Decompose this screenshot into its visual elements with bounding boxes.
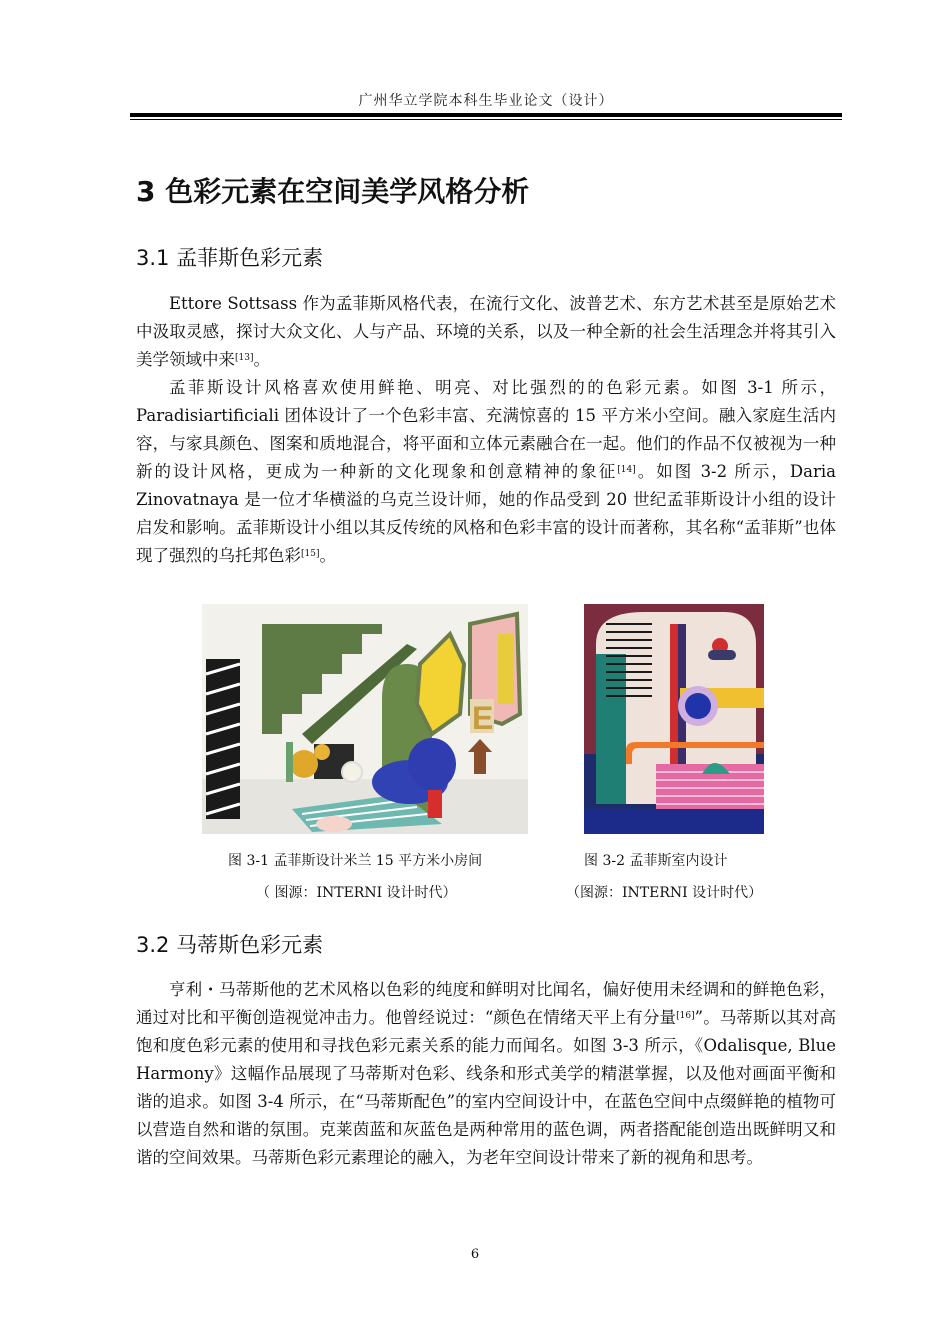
citation-16: [16] [676, 1011, 695, 1021]
figure-3-1-caption: 图 3-1 孟菲斯设计米兰 15 平方米小房间 [228, 853, 483, 869]
header-rule-thin [130, 119, 842, 120]
chapter-title: 3 色彩元素在空间美学风格分析 [136, 175, 530, 208]
figure-3-2-image [584, 604, 764, 834]
svg-text:E: E [472, 700, 494, 736]
figure-3-2-source: （图源：INTERNI 设计时代） [566, 885, 763, 901]
section-3-2-title: 3.2 马蒂斯色彩元素 [136, 933, 324, 957]
figure-3-1-image [202, 604, 528, 834]
paragraph-3-1-1: Ettore Sottsass 作为孟菲斯风格代表，在流行文化、波普艺术、东方艺术甚至是原始艺术中汲取灵感，探讨大众文化、人与产品、环境的关系，以及一种全新的社会生活理念并将其引入美学领域中来[13]。 [136, 294, 836, 369]
paragraph-3-1-2: 孟菲斯设计风格喜欢使用鲜艳、明亮、对比强烈的的色彩元素。如图 3-1 所示，Paradisiartificiali 团体设计了一个色彩丰富、充满惊喜的 15 平方米小空间。融入家庭生活内容，与家具颜色、图案和质地混合，将平面和立体元素融合在一起。他们的作品不仅被视为一种新的设计风格，更成为一种新的文化现象和创意精神的象征[14]。如图 3-2 所示，Daria Zinovatnaya 是一位才华横溢的乌克兰设计师，她的作品受到 20 世纪孟菲斯设计小组的设计启发和影响。孟菲斯设计小组以其反传统的风格和色彩丰富的设计而著称，其名称“孟菲斯”也体现了强烈的乌托邦色彩[15]。 [136, 378, 836, 565]
running-header: 广州华立学院本科生毕业论文（设计） [358, 93, 614, 109]
citation-13: [13] [235, 353, 254, 363]
citation-14: [14] [617, 465, 636, 475]
page-number: 6 [470, 1247, 480, 1262]
citation-15: [15] [301, 549, 320, 559]
section-3-1-title: 3.1 孟菲斯色彩元素 [136, 246, 324, 270]
header-rule-thick [130, 113, 842, 117]
figure-3-2-caption: 图 3-2 孟菲斯室内设计 [584, 853, 728, 869]
figure-3-1-source: （ 图源：INTERNI 设计时代） [256, 885, 457, 901]
paragraph-3-2-1: 亨利・马蒂斯他的艺术风格以色彩的纯度和鲜明对比闻名，偏好使用未经调和的鲜艳色彩，通过对比和平衡创造视觉冲击力。他曾经说过：“颜色在情绪天平上有分量[16]”。马蒂斯以其对高饱和度色彩元素的使用和寻找色彩元素关系的能力而闻名。如图 3-3 所示，《Odalisque, Blue Harmony》这幅作品展现了马蒂斯对色彩、线条和形式美学的精湛掌握，以及他对画面平衡和谐的追求。如图 3-4 所示，在“马蒂斯配色”的室内空间设计中，在蓝色空间中点缀鲜艳的植物可以营造自然和谐的氛围。克莱茵蓝和灰蓝色是两种常用的蓝色调，两者搭配能创造出既鲜明又和谐的空间效果。马蒂斯色彩元素理论的融入，为老年空间设计带来了新的视角和思考。 [136, 980, 836, 1167]
